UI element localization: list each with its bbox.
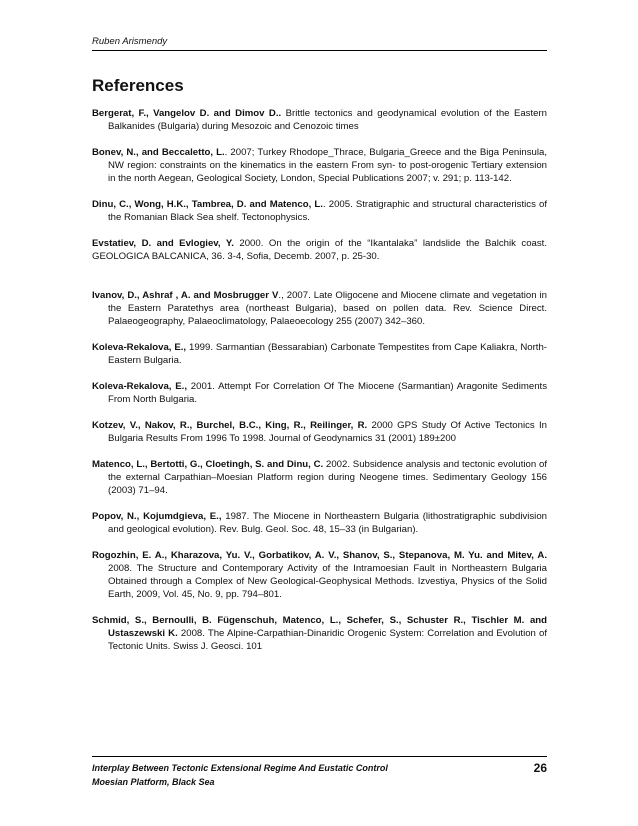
section-title: References <box>92 76 184 95</box>
reference-item <box>92 419 547 445</box>
reference-item <box>92 380 547 406</box>
reference-item <box>92 614 547 653</box>
footer-line-2: Moesian Platform, Black Sea <box>92 777 215 787</box>
running-head-author: Ruben Arismendy <box>92 36 168 47</box>
reference-authors: Dinu, C., Wong, H.K., Tambrea, D. and Matenco, L. <box>92 199 323 210</box>
reference-text: 2008. The Structure and Contemporary Activity of the Intramoesian Fault in Northeastern Bulgaria Obtained through a Complex of New Geological-Geophysical Methods. Izvestiya, Physics of the Solid Earth, 2009, Vol. 45, No. 9, pp. 794–801. <box>108 563 547 600</box>
reference-text: ., 2007. Late Oligocene and Miocene climate and vegetation in the Eastern Paratethys area (northeast Bulgaria), based on pollen data. Rev. Science Direct. Palaeogeography, Palaeoclimatology, Palaeoecology 255 (2007) 342–360. <box>108 290 547 327</box>
reference-authors: Bonev, N., and Beccaletto, L. <box>92 147 225 158</box>
reference-authors: Ivanov, D., Ashraf , A. and Mosbrugger V <box>92 290 279 301</box>
reference-item <box>92 549 547 601</box>
reference-text: 2008. The Alpine-Carpathian-Dinaridic Orogenic System: Correlation and Evolution of Tectonic Units. Swiss J. Geosci. 101 <box>108 628 547 652</box>
page-number: 26 <box>533 761 547 775</box>
reference-item <box>92 289 547 328</box>
reference-authors: Evstatiev, D. and Evlogiev, Y. <box>92 238 234 249</box>
reference-list <box>92 107 547 666</box>
reference-text: 2000 GPS Study Of Active Tectonics In Bulgaria Results From 1996 To 1998. Journal of Geodynamics 31 (2001) 189±200 <box>108 420 547 444</box>
reference-authors: Popov, N., Kojumdgieva, E., <box>92 511 222 522</box>
reference-item <box>92 458 547 497</box>
reference-item <box>92 198 547 224</box>
reference-authors: Koleva-Rekalova, E., <box>92 381 187 392</box>
header-rule <box>92 50 547 51</box>
reference-text: 2002. Subsidence analysis and tectonic evolution of the external Carpathian–Moesian Platform region during Neogene times. Sedimentary Geology 156 (2003) 71–94. <box>108 459 547 496</box>
reference-authors: Schmid, S., Bernoulli, B. Fügenschuh, Matenco, L., Schefer, S., Schuster R., Tischler M. and Ustaszewski K. <box>92 615 547 639</box>
reference-authors: Rogozhin, E. A., Kharazova, Yu. V., Gorbatikov, A. V., Shanov, S., Stepanova, M. Yu. and Mitev, A. <box>92 550 547 561</box>
reference-text: 2000. On the origin of the “Ikantalaka” landslide the Balchik coast. GEOLOGICA BALCANICA, 36. 3-4, Sofia, Decemb. 2007, p. 25-30. <box>92 238 547 262</box>
reference-item <box>92 107 547 133</box>
reference-authors: Matenco, L., Bertotti, G., Cloetingh, S. and Dinu, C. <box>92 459 324 470</box>
reference-authors: Koleva-Rekalova, E., <box>92 342 187 353</box>
reference-text: 1987. The Miocene in Northeastern Bulgaria (lithostratigraphic subdivision and geological evolution). Rev. Bulg. Geol. Soc. 48, 15–33 (in Bulgarian). <box>108 511 547 535</box>
footer-title <box>92 761 388 789</box>
reference-item <box>92 146 547 185</box>
reference-item <box>92 341 547 367</box>
reference-text: 2001. Attempt For Correlation Of The Miocene (Sarmantian) Aragonite Sediments From North Bulgaria. <box>108 381 547 405</box>
reference-item <box>92 510 547 536</box>
reference-authors: Bergerat, F., Vangelov D. and Dimov D.. <box>92 108 282 119</box>
reference-text: . 2005. Stratigraphic and structural characteristics of the Romanian Black Sea shelf. Tectonophysics. <box>108 199 547 223</box>
footer-rule <box>92 756 547 757</box>
reference-text: Brittle tectonics and geodynamical evolution of the Eastern Balkanides (Bulgaria) during Mesozoic and Cenozoic times <box>108 108 548 132</box>
reference-item <box>92 237 547 263</box>
footer-line-1: Interplay Between Tectonic Extensional Regime And Eustatic Control <box>92 763 388 773</box>
reference-text: 1999. Sarmantian (Bessarabian) Carbonate Tempestites from Cape Kaliakra, North-Eastern Bulgaria. <box>108 342 547 366</box>
reference-authors: Kotzev, V., Nakov, R., Burchel, B.C., King, R., Reilinger, R. <box>92 420 368 431</box>
reference-text: . 2007; Turkey Rhodope_Thrace, Bulgaria_Greece and the Biga Peninsula, NW region: constraints on the kinematics in the eastern From syn- to post-orogenic Tertiary extension in the north Aegean, Geological Society, London, Special Publications 2007; v. 291; p. 113-142. <box>108 147 547 184</box>
